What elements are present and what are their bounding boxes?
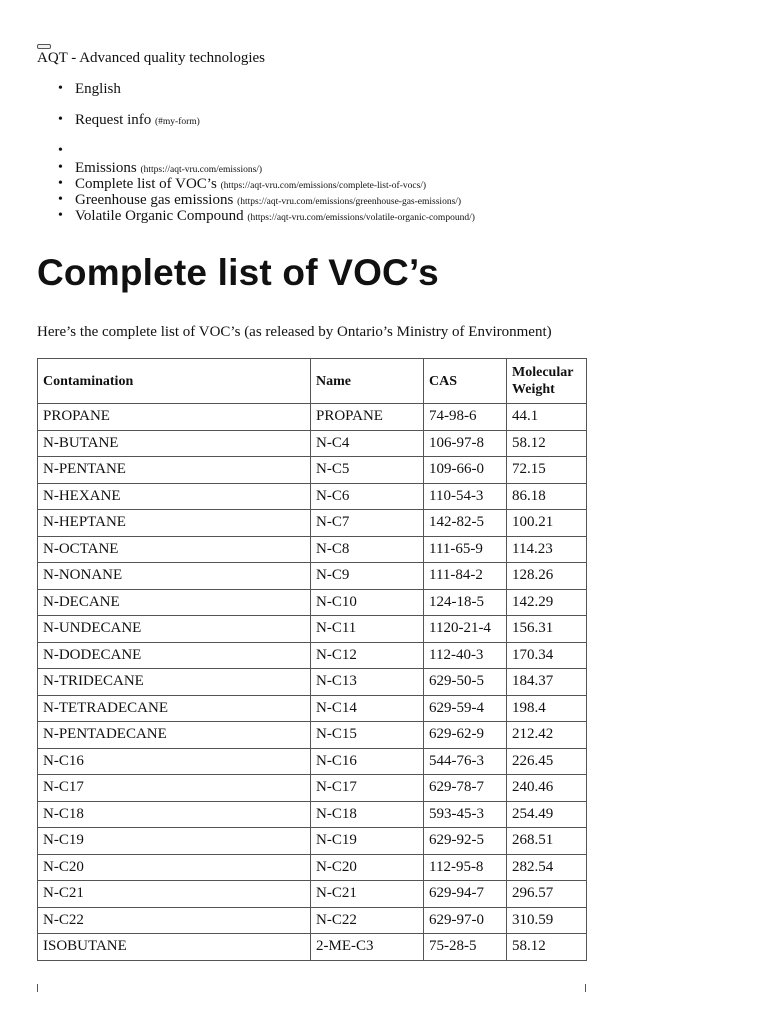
cell-name: N-C11 xyxy=(311,616,424,643)
breadcrumb xyxy=(37,160,475,224)
menu-item-url: (#my-form) xyxy=(155,117,200,127)
breadcrumb-item[interactable] xyxy=(37,176,475,192)
cell-contamination: N-HEXANE xyxy=(38,483,311,510)
cell-cas: 111-65-9 xyxy=(424,536,507,563)
cell-molecular-weight: 198.4 xyxy=(507,695,587,722)
cell-cas: 629-59-4 xyxy=(424,695,507,722)
cell-molecular-weight: 254.49 xyxy=(507,801,587,828)
cell-cas: 629-62-9 xyxy=(424,722,507,749)
cell-name: N-C19 xyxy=(311,828,424,855)
cell-name: N-C17 xyxy=(311,775,424,802)
cell-name: N-C12 xyxy=(311,642,424,669)
cell-name: PROPANE xyxy=(311,404,424,431)
cell-name: N-C16 xyxy=(311,748,424,775)
table-row xyxy=(38,430,587,457)
breadcrumb-url: (https://aqt-vru.com/emissions/) xyxy=(140,165,263,175)
table-row xyxy=(38,854,587,881)
cell-molecular-weight: 226.45 xyxy=(507,748,587,775)
cell-cas: 142-82-5 xyxy=(424,510,507,537)
table-row xyxy=(38,775,587,802)
cell-name: N-C7 xyxy=(311,510,424,537)
cell-name: N-C4 xyxy=(311,430,424,457)
table-row xyxy=(38,695,587,722)
cell-cas: 112-40-3 xyxy=(424,642,507,669)
cell-contamination: N-TETRADECANE xyxy=(38,695,311,722)
cell-molecular-weight: 100.21 xyxy=(507,510,587,537)
cell-molecular-weight: 268.51 xyxy=(507,828,587,855)
cell-contamination: N-C21 xyxy=(38,881,311,908)
breadcrumb-url: (https://aqt-vru.com/emissions/volatile-organic-compound/) xyxy=(247,213,475,223)
cell-contamination: N-PENTANE xyxy=(38,457,311,484)
cell-name: 2-ME-C3 xyxy=(311,934,424,961)
cell-name: N-C14 xyxy=(311,695,424,722)
table-row xyxy=(38,801,587,828)
breadcrumb-url: (https://aqt-vru.com/emissions/complete-list-of-vocs/) xyxy=(220,181,427,191)
cell-name: N-C9 xyxy=(311,563,424,590)
cell-cas: 1120-21-4 xyxy=(424,616,507,643)
table-row xyxy=(38,536,587,563)
cell-molecular-weight: 170.34 xyxy=(507,642,587,669)
cell-name: N-C18 xyxy=(311,801,424,828)
table-row xyxy=(38,828,587,855)
menu-item-label[interactable]: Request info xyxy=(75,112,152,128)
cell-contamination: N-PENTADECANE xyxy=(38,722,311,749)
cell-cas: 74-98-6 xyxy=(424,404,507,431)
cell-contamination: N-NONANE xyxy=(38,563,311,590)
menu-item-request-info[interactable] xyxy=(37,111,200,142)
cell-molecular-weight: 240.46 xyxy=(507,775,587,802)
cell-cas: 75-28-5 xyxy=(424,934,507,961)
cell-contamination: N-TRIDECANE xyxy=(38,669,311,696)
page-title: Complete list of VOC’s xyxy=(37,252,439,293)
cell-cas: 106-97-8 xyxy=(424,430,507,457)
breadcrumb-url: (https://aqt-vru.com/emissions/greenhouse-gas-emissions/) xyxy=(237,197,462,207)
cell-name: N-C6 xyxy=(311,483,424,510)
cell-molecular-weight: 58.12 xyxy=(507,934,587,961)
table-border-continuation xyxy=(585,984,586,992)
cell-molecular-weight: 296.57 xyxy=(507,881,587,908)
cell-cas: 629-94-7 xyxy=(424,881,507,908)
table-row xyxy=(38,722,587,749)
cell-name: N-C15 xyxy=(311,722,424,749)
breadcrumb-label[interactable]: Greenhouse gas emissions xyxy=(75,192,234,208)
breadcrumb-item[interactable] xyxy=(37,192,475,208)
menu-item-label[interactable]: English xyxy=(75,81,121,97)
table-row xyxy=(38,563,587,590)
column-header-contamination: Contamination xyxy=(38,359,311,404)
cell-molecular-weight: 212.42 xyxy=(507,722,587,749)
cell-molecular-weight: 128.26 xyxy=(507,563,587,590)
cell-contamination: ISOBUTANE xyxy=(38,934,311,961)
cell-name: N-C13 xyxy=(311,669,424,696)
cell-cas: 111-84-2 xyxy=(424,563,507,590)
menu-toggle-button[interactable] xyxy=(37,44,51,49)
table-row xyxy=(38,404,587,431)
intro-text: Here’s the complete list of VOC’s (as released by Ontario’s Ministry of Environment) xyxy=(37,324,552,340)
cell-cas: 629-97-0 xyxy=(424,907,507,934)
cell-cas: 110-54-3 xyxy=(424,483,507,510)
cell-name: N-C8 xyxy=(311,536,424,563)
table-body xyxy=(38,404,587,961)
table-row xyxy=(38,510,587,537)
breadcrumb-label[interactable]: Emissions xyxy=(75,160,137,176)
table-row xyxy=(38,907,587,934)
cell-molecular-weight: 114.23 xyxy=(507,536,587,563)
cell-name: N-C21 xyxy=(311,881,424,908)
breadcrumb-item[interactable] xyxy=(37,208,475,224)
cell-contamination: PROPANE xyxy=(38,404,311,431)
breadcrumb-label[interactable]: Volatile Organic Compound xyxy=(75,208,244,224)
cell-contamination: N-C16 xyxy=(38,748,311,775)
cell-contamination: N-HEPTANE xyxy=(38,510,311,537)
cell-molecular-weight: 58.12 xyxy=(507,430,587,457)
table-row xyxy=(38,881,587,908)
table-header-row xyxy=(38,359,587,404)
voc-table xyxy=(37,358,587,961)
cell-contamination: N-UNDECANE xyxy=(38,616,311,643)
table-row xyxy=(38,934,587,961)
table-row xyxy=(38,669,587,696)
cell-molecular-weight: 142.29 xyxy=(507,589,587,616)
cell-contamination: N-C17 xyxy=(38,775,311,802)
cell-contamination: N-C19 xyxy=(38,828,311,855)
table-row xyxy=(38,642,587,669)
cell-contamination: N-OCTANE xyxy=(38,536,311,563)
cell-contamination: N-C22 xyxy=(38,907,311,934)
column-header-cas: CAS xyxy=(424,359,507,404)
cell-cas: 112-95-8 xyxy=(424,854,507,881)
cell-molecular-weight: 282.54 xyxy=(507,854,587,881)
cell-contamination: N-DODECANE xyxy=(38,642,311,669)
column-header-name: Name xyxy=(311,359,424,404)
table-border-continuation xyxy=(37,984,38,992)
table-row xyxy=(38,483,587,510)
cell-contamination: N-C20 xyxy=(38,854,311,881)
site-title[interactable]: AQT - Advanced quality technologies xyxy=(37,50,266,66)
cell-cas: 109-66-0 xyxy=(424,457,507,484)
cell-contamination: N-DECANE xyxy=(38,589,311,616)
cell-molecular-weight: 72.15 xyxy=(507,457,587,484)
cell-cas: 629-78-7 xyxy=(424,775,507,802)
column-header-molecular-weight: Molecular Weight xyxy=(507,359,587,404)
cell-name: N-C5 xyxy=(311,457,424,484)
cell-cas: 629-50-5 xyxy=(424,669,507,696)
cell-molecular-weight: 156.31 xyxy=(507,616,587,643)
cell-molecular-weight: 310.59 xyxy=(507,907,587,934)
cell-molecular-weight: 44.1 xyxy=(507,404,587,431)
cell-cas: 544-76-3 xyxy=(424,748,507,775)
cell-molecular-weight: 184.37 xyxy=(507,669,587,696)
cell-cas: 629-92-5 xyxy=(424,828,507,855)
table-row xyxy=(38,457,587,484)
cell-molecular-weight: 86.18 xyxy=(507,483,587,510)
cell-name: N-C20 xyxy=(311,854,424,881)
cell-contamination: N-C18 xyxy=(38,801,311,828)
cell-cas: 593-45-3 xyxy=(424,801,507,828)
menu-item-english[interactable] xyxy=(37,80,200,111)
table-row xyxy=(38,616,587,643)
breadcrumb-item[interactable] xyxy=(37,160,475,176)
cell-name: N-C10 xyxy=(311,589,424,616)
breadcrumb-label[interactable]: Complete list of VOC’s xyxy=(75,176,217,192)
cell-contamination: N-BUTANE xyxy=(38,430,311,457)
table-row xyxy=(38,589,587,616)
cell-name: N-C22 xyxy=(311,907,424,934)
cell-cas: 124-18-5 xyxy=(424,589,507,616)
table-row xyxy=(38,748,587,775)
